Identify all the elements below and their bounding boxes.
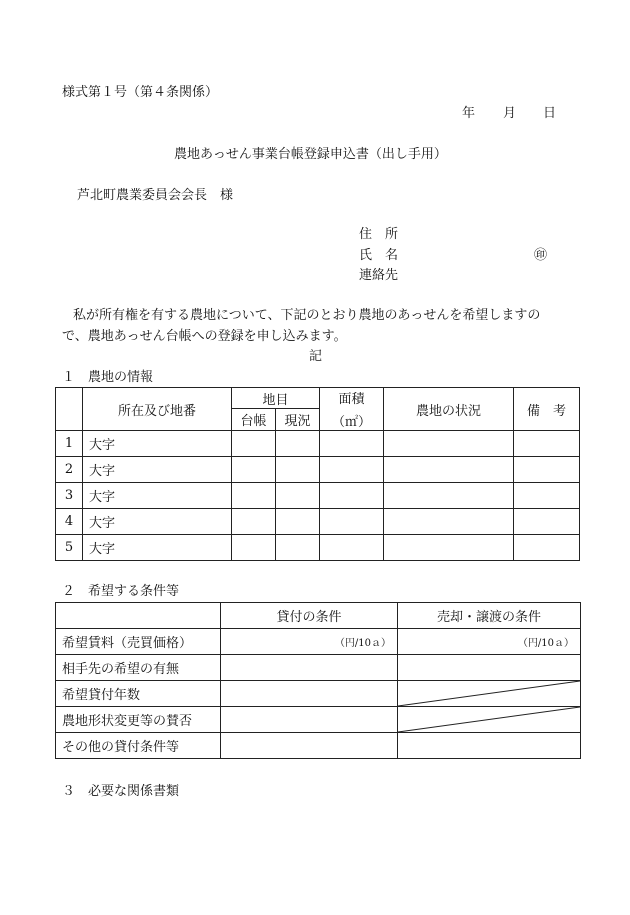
table-row xyxy=(56,431,580,457)
header-menseki xyxy=(320,388,384,431)
cell-genkyo[interactable] xyxy=(276,483,320,509)
date-month: 月 xyxy=(503,106,517,121)
cell-daicho[interactable] xyxy=(232,509,276,535)
table-row xyxy=(56,733,581,759)
row-number: 2 xyxy=(56,457,83,483)
row-label: 希望貸付年数 xyxy=(56,681,221,707)
header-remarks: 備 考 xyxy=(514,388,580,431)
cell-sale-na xyxy=(398,707,581,733)
lease-unit[interactable]: （円/10ａ） xyxy=(221,629,398,655)
conditions-table xyxy=(55,602,581,759)
header-location: 所在及び地番 xyxy=(83,388,232,431)
cell-sale-na xyxy=(398,681,581,707)
body-line-1: 私が所有権を有する農地について、下記のとおり農地のあっせんを希望しますの xyxy=(73,308,541,323)
cell-menseki[interactable] xyxy=(320,535,384,561)
seal-mark: ㊞ xyxy=(534,248,548,263)
row-number: 1 xyxy=(56,431,83,457)
row-number: 4 xyxy=(56,509,83,535)
cell-status[interactable] xyxy=(384,457,514,483)
cell-menseki[interactable] xyxy=(320,431,384,457)
address-label: 住 所 xyxy=(359,227,399,242)
cell-remarks[interactable] xyxy=(514,535,580,561)
cell-remarks[interactable] xyxy=(514,457,580,483)
cell-genkyo[interactable] xyxy=(276,535,320,561)
table-row xyxy=(56,707,581,733)
section1-heading: １ 農地の情報 xyxy=(62,370,154,385)
cell-daicho[interactable] xyxy=(232,431,276,457)
table-row xyxy=(56,509,580,535)
contact-label: 連絡先 xyxy=(359,268,399,283)
header-sale: 売却・譲渡の条件 xyxy=(398,603,581,629)
row-label: その他の貸付条件等 xyxy=(56,733,221,759)
header-chimoku: 地目 xyxy=(232,388,320,409)
cell-lease[interactable] xyxy=(221,707,398,733)
cell-daicho[interactable] xyxy=(232,457,276,483)
cell-lease[interactable] xyxy=(221,681,398,707)
ki-label: 記 xyxy=(309,349,323,364)
cell-status[interactable] xyxy=(384,509,514,535)
header-genkyo: 現況 xyxy=(276,409,320,431)
cell-menseki[interactable] xyxy=(320,509,384,535)
cell-sale[interactable] xyxy=(398,733,581,759)
header-daicho: 台帳 xyxy=(232,409,276,431)
header-blank xyxy=(56,388,83,431)
addressee: 芦北町農業委員会会長 様 xyxy=(77,188,234,203)
menseki-unit: （㎡） xyxy=(332,415,372,430)
slash-mark xyxy=(398,681,580,706)
cell-daicho[interactable] xyxy=(232,535,276,561)
row-aza: 大字 xyxy=(83,457,232,483)
header-lease: 貸付の条件 xyxy=(221,603,398,629)
farmland-table xyxy=(55,387,580,561)
name-label: 氏 名 xyxy=(359,248,399,263)
header-status: 農地の状況 xyxy=(384,388,514,431)
table-row xyxy=(56,655,581,681)
cell-genkyo[interactable] xyxy=(276,431,320,457)
table-row xyxy=(56,535,580,561)
section3-heading: ３ 必要な関係書類 xyxy=(62,784,180,799)
table-row xyxy=(56,681,581,707)
row-aza: 大字 xyxy=(83,535,232,561)
header-blank xyxy=(56,603,221,629)
cell-menseki[interactable] xyxy=(320,483,384,509)
cell-remarks[interactable] xyxy=(514,509,580,535)
table-row xyxy=(56,457,580,483)
cell-lease[interactable] xyxy=(221,655,398,681)
table-row xyxy=(56,629,581,655)
date-year: 年 xyxy=(462,106,476,121)
row-label: 相手先の希望の有無 xyxy=(56,655,221,681)
cell-status[interactable] xyxy=(384,431,514,457)
section2-heading: ２ 希望する条件等 xyxy=(62,584,180,599)
table-row xyxy=(56,483,580,509)
cell-sale[interactable] xyxy=(398,655,581,681)
row-number: 3 xyxy=(56,483,83,509)
document-title: 農地あっせん事業台帳登録申込書（出し手用） xyxy=(174,147,447,162)
cell-menseki[interactable] xyxy=(320,457,384,483)
cell-status[interactable] xyxy=(384,535,514,561)
cell-status[interactable] xyxy=(384,483,514,509)
menseki-label: 面積 xyxy=(338,392,365,407)
date-day: 日 xyxy=(543,106,557,121)
cell-daicho[interactable] xyxy=(232,483,276,509)
form-number: 様式第１号（第４条関係） xyxy=(62,85,219,100)
sale-unit[interactable]: （円/10ａ） xyxy=(398,629,581,655)
slash-mark xyxy=(398,707,580,732)
row-aza: 大字 xyxy=(83,431,232,457)
row-aza: 大字 xyxy=(83,509,232,535)
row-number: 5 xyxy=(56,535,83,561)
cell-genkyo[interactable] xyxy=(276,457,320,483)
row-label: 希望賃料（売買価格） xyxy=(56,629,221,655)
row-label: 農地形状変更等の賛否 xyxy=(56,707,221,733)
cell-remarks[interactable] xyxy=(514,431,580,457)
cell-genkyo[interactable] xyxy=(276,509,320,535)
cell-remarks[interactable] xyxy=(514,483,580,509)
row-aza: 大字 xyxy=(83,483,232,509)
cell-lease[interactable] xyxy=(221,733,398,759)
body-line-2: で、農地あっせん台帳への登録を申し込みます。 xyxy=(62,329,347,344)
